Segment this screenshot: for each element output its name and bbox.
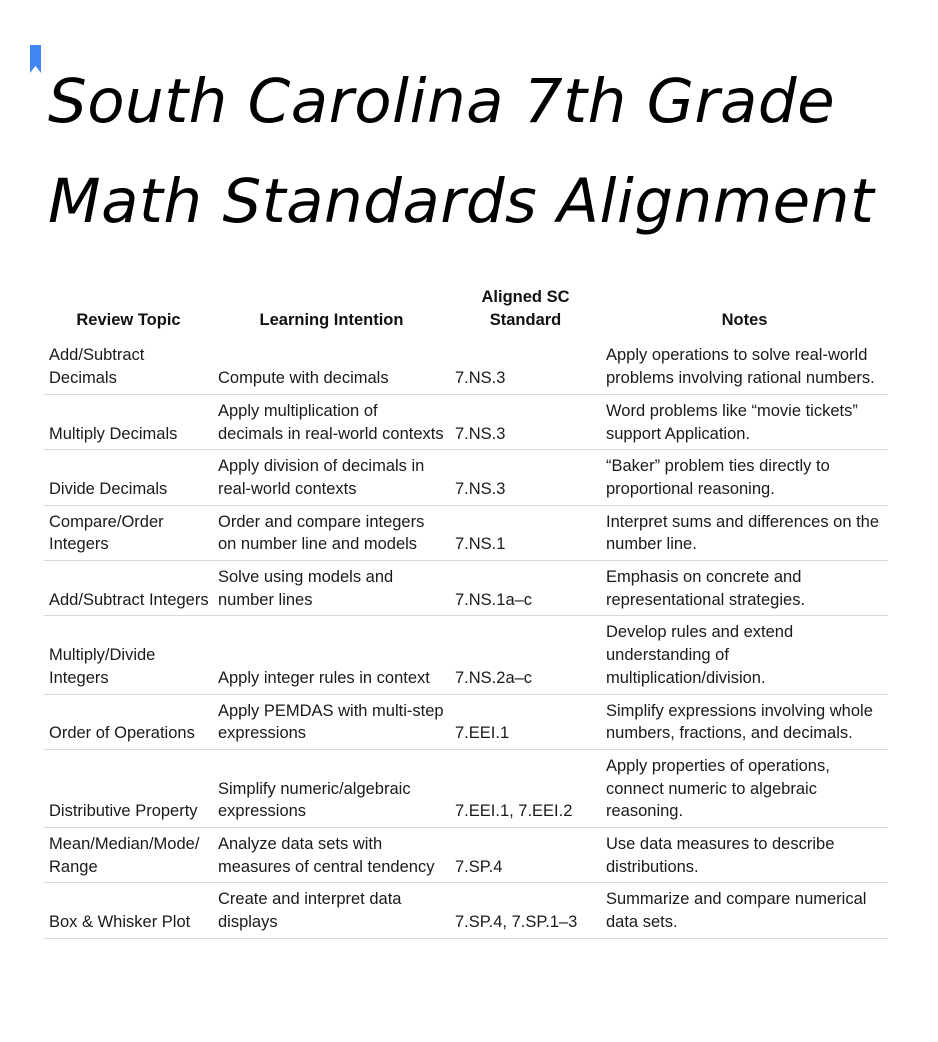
cell-topic: Box & Whisker Plot bbox=[44, 883, 213, 938]
cell-intention: Apply multiplication of decimals in real-world contexts bbox=[213, 394, 450, 449]
cell-notes: Summarize and compare numerical data sets. bbox=[601, 883, 888, 938]
cell-notes: “Baker” problem ties directly to proportional reasoning. bbox=[601, 450, 888, 505]
cell-intention: Apply division of decimals in real-world contexts bbox=[213, 450, 450, 505]
cell-intention: Solve using models and number lines bbox=[213, 561, 450, 616]
table-row bbox=[44, 694, 888, 749]
cell-standard: 7.NS.3 bbox=[450, 394, 601, 449]
cell-notes: Use data measures to describe distributions. bbox=[601, 828, 888, 883]
cell-notes: Develop rules and extend understanding of multiplication/division. bbox=[601, 616, 888, 694]
cell-intention: Compute with decimals bbox=[213, 339, 450, 394]
cell-notes: Word problems like “movie tickets” support Application. bbox=[601, 394, 888, 449]
cell-intention: Order and compare integers on number line and models bbox=[213, 505, 450, 560]
cell-intention: Create and interpret data displays bbox=[213, 883, 450, 938]
cell-topic: Order of Operations bbox=[44, 694, 213, 749]
cell-standard: 7.NS.1 bbox=[450, 505, 601, 560]
header-notes: Notes bbox=[721, 310, 768, 329]
cell-standard: 7.NS.3 bbox=[450, 339, 601, 394]
header-aligned-standard: Aligned SC Standard bbox=[481, 288, 570, 329]
cell-standard: 7.EEI.1 bbox=[450, 694, 601, 749]
cell-standard: 7.SP.4, 7.SP.1–3 bbox=[450, 883, 601, 938]
table-row bbox=[44, 828, 888, 883]
table-row bbox=[44, 339, 888, 394]
table-row bbox=[44, 505, 888, 560]
cell-standard: 7.NS.2a–c bbox=[450, 616, 601, 694]
table-header-row bbox=[44, 284, 888, 339]
cell-topic: Multiply/Divide Integers bbox=[44, 616, 213, 694]
cell-topic: Add/Subtract Integers bbox=[44, 561, 213, 616]
table-row bbox=[44, 450, 888, 505]
cell-standard: 7.SP.4 bbox=[450, 828, 601, 883]
cell-standard: 7.NS.1a–c bbox=[450, 561, 601, 616]
standards-alignment-table bbox=[44, 284, 888, 939]
cell-topic: Distributive Property bbox=[44, 749, 213, 827]
table-row bbox=[44, 394, 888, 449]
cell-standard: 7.NS.3 bbox=[450, 450, 601, 505]
page-title-line-1: South Carolina 7th Grade bbox=[48, 66, 836, 137]
cell-intention: Apply PEMDAS with multi-step expressions bbox=[213, 694, 450, 749]
header-review-topic: Review Topic bbox=[76, 310, 181, 329]
table-row bbox=[44, 561, 888, 616]
table-row bbox=[44, 749, 888, 827]
cell-topic: Add/Subtract Decimals bbox=[44, 339, 213, 394]
cell-intention: Analyze data sets with measures of central tendency bbox=[213, 828, 450, 883]
bookmark-icon[interactable] bbox=[30, 45, 41, 73]
cell-notes: Emphasis on concrete and representational strategies. bbox=[601, 561, 888, 616]
cell-topic: Mean/Median/Mode/ Range bbox=[44, 828, 213, 883]
header-learning-intention: Learning Intention bbox=[259, 310, 404, 329]
cell-topic: Divide Decimals bbox=[44, 450, 213, 505]
cell-intention: Simplify numeric/algebraic expressions bbox=[213, 749, 450, 827]
table-row bbox=[44, 616, 888, 694]
cell-topic: Multiply Decimals bbox=[44, 394, 213, 449]
cell-notes: Simplify expressions involving whole numbers, fractions, and decimals. bbox=[601, 694, 888, 749]
cell-standard: 7.EEI.1, 7.EEI.2 bbox=[450, 749, 601, 827]
cell-notes: Apply properties of operations, connect numeric to algebraic reasoning. bbox=[601, 749, 888, 827]
page-title-line-2: Math Standards Alignment bbox=[48, 166, 875, 237]
page-title bbox=[48, 52, 908, 252]
cell-notes: Interpret sums and differences on the number line. bbox=[601, 505, 888, 560]
cell-intention: Apply integer rules in context bbox=[213, 616, 450, 694]
cell-notes: Apply operations to solve real-world problems involving rational numbers. bbox=[601, 339, 888, 394]
cell-topic: Compare/Order Integers bbox=[44, 505, 213, 560]
table-row bbox=[44, 883, 888, 938]
